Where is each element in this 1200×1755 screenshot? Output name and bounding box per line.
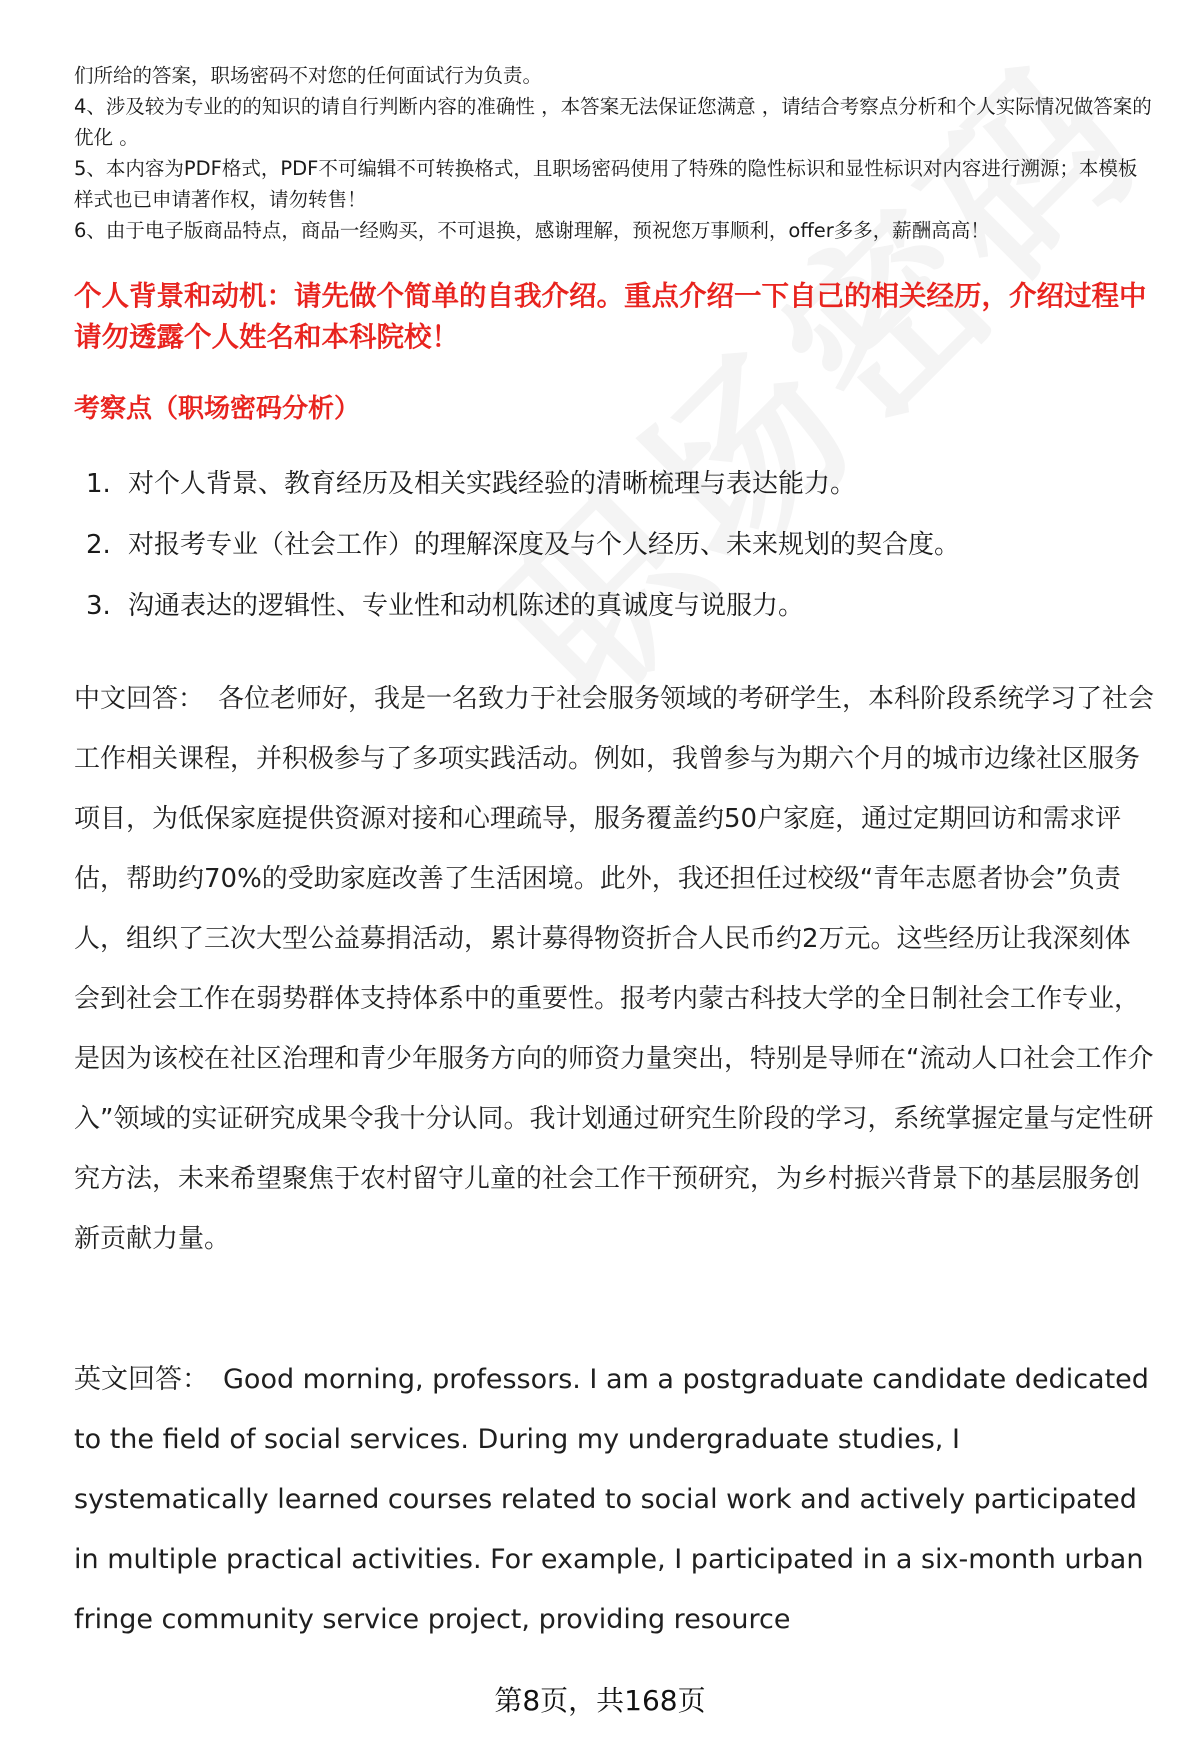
list-number: 3. (86, 591, 111, 621)
list-text: 沟通表达的逻辑性、专业性和动机陈述的真诚度与说服力。 (128, 591, 805, 621)
english-answer-label: 英文回答： (74, 1364, 209, 1395)
list-number: 1. (86, 469, 111, 499)
note-line: 6、由于电子版商品特点，商品一经购买，不可退换，感谢理解，预祝您万事顺利，offer多多，薪酬高高！ (74, 219, 990, 242)
chinese-answer-label: 中文回答： (74, 684, 205, 714)
note-line: 5、本内容为PDF格式，PDF不可编辑不可转换格式，且职场密码使用了特殊的隐性标识和显性标识对内容进行溯源；本模板样式也已申请著作权，请勿转售！ (74, 157, 1138, 211)
list-item (86, 464, 1146, 525)
page-number-footer: 第8页，共168页 (494, 1684, 706, 1717)
analysis-points (86, 464, 1146, 647)
chinese-answer (74, 669, 1156, 1269)
list-item (86, 586, 1146, 647)
note-line: 们所给的答案，职场密码不对您的任何面试行为负责。 (74, 64, 543, 87)
list-text: 对报考专业（社会工作）的理解深度及与个人经历、未来规划的契合度。 (128, 530, 961, 560)
list-number: 2. (86, 530, 111, 560)
disclaimer-notes (74, 60, 1154, 246)
chinese-answer-text: 各位老师好，我是一名致力于社会服务领域的考研学生，本科阶段系统学习了社会工作相关课程，并积极参与了多项实践活动。例如，我曾参与为期六个月的城市边缘社区服务项目，为低保家庭提供资源对接和心理疏导，服务覆盖约50户家庭，通过定期回访和需求评估，帮助约70%的受助家庭改善了生活困境。此外，我还担任过校级“青年志愿者协会”负责人，组织了三次大型公益募捐活动，累计募得物资折合人民币约2万元。这些经历让我深刻体会到社会工作在弱势群体支持体系中的重要性。报考内蒙古科技大学的全日制社会工作专业，是因为该校在社区治理和青少年服务方向的师资力量突出，特别是导师在“流动人口社会工作介入”领域的实证研究成果令我十分认同。我计划通过研究生阶段的学习，系统掌握定量与定性研究方法，未来希望聚焦于农村留守儿童的社会工作干预研究，为乡村振兴背景下的基层服务创新贡献力量。 (74, 684, 1155, 1254)
list-text: 对个人背景、教育经历及相关实践经验的清晰梳理与表达能力。 (128, 469, 857, 499)
english-answer-text: Good morning, professors. I am a postgraduate candidate dedicated to the field of social services. During my undergraduate studies, I systematically learned courses related to social work and actively participated in multiple practical activities. For example, I participated in a six-month urban fringe community service project, providing resource (74, 1364, 1149, 1635)
analysis-heading: 考察点（职场密码分析） (74, 394, 361, 424)
english-answer (74, 1350, 1156, 1650)
note-line: 4、涉及较为专业的的知识的请自行判断内容的准确性 ，本答案无法保证您满意 ，请结合考察点分析和个人实际情况做答案的优化 。 (74, 95, 1152, 149)
list-item (86, 525, 1146, 586)
question-heading: 个人背景和动机：请先做个简单的自我介绍。重点介绍一下自己的相关经历，介绍过程中请勿透露个人姓名和本科院校！ (74, 280, 1147, 353)
